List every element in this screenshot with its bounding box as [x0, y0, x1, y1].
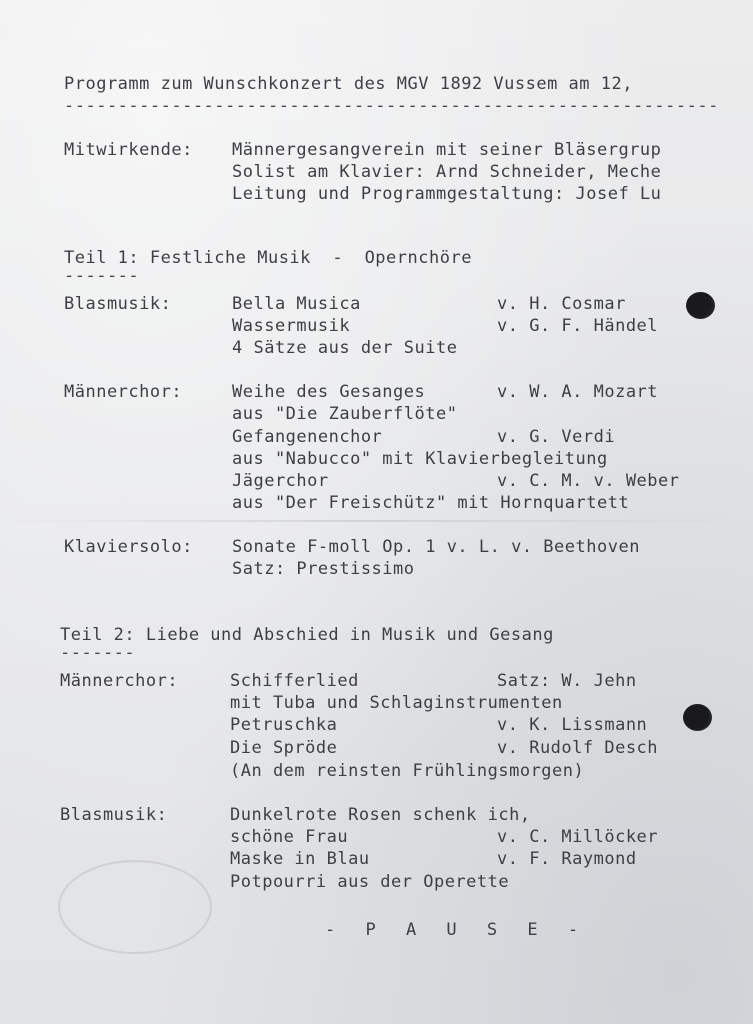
faded-stamp — [58, 860, 212, 954]
teil2-underline: ------- — [60, 647, 136, 659]
composer: Satz: W. Jehn — [497, 671, 637, 691]
teil1-title: Teil 1: Festliche Musik - Opernchöre — [64, 248, 472, 268]
teil1-underline: ------- — [64, 270, 140, 282]
teil1-blasmusik-label: Blasmusik: — [64, 294, 172, 314]
mitwirkende-line: Leitung und Programmgestaltung: Josef Lu — [232, 184, 662, 204]
paper-fold — [0, 520, 753, 522]
composer: v. W. A. Mozart — [497, 382, 659, 402]
mitwirkende-label: Mitwirkende: — [64, 140, 193, 160]
piece-title: Petruschka — [230, 715, 338, 735]
piece-title: aus "Nabucco" mit Klavierbegleitung — [232, 449, 608, 469]
title-rule: ------------------------------------------------------------- — [64, 100, 719, 112]
teil2-blasmusik-label: Blasmusik: — [60, 805, 168, 825]
piece-title: Dunkelrote Rosen schenk ich, — [230, 805, 531, 825]
teil2-maennerchor-label: Männerchor: — [60, 671, 179, 691]
piece-title: (An dem reinsten Frühlingsmorgen) — [230, 761, 585, 781]
composer: v. Rudolf Desch — [497, 738, 659, 758]
piece-title: Jägerchor — [232, 471, 329, 491]
piece-title: aus "Der Freischütz" mit Hornquartett — [232, 493, 630, 513]
mitwirkende-line: Männergesangverein mit seiner Bläsergrup — [232, 140, 662, 160]
composer: v. G. F. Händel — [497, 316, 659, 336]
composer: v. G. Verdi — [497, 427, 616, 447]
composer: v. H. Cosmar — [497, 294, 626, 314]
punch-hole — [683, 704, 712, 731]
composer: v. K. Lissmann — [497, 715, 648, 735]
composer: v. C. Millöcker — [497, 827, 659, 847]
piece-title: Wassermusik — [232, 316, 351, 336]
klaviersolo-label: Klaviersolo: — [64, 537, 193, 557]
piece-title: mit Tuba und Schlaginstrumenten — [230, 693, 563, 713]
piece-title: Satz: Prestissimo — [232, 559, 415, 579]
piece-title: schöne Frau — [230, 827, 349, 847]
piece-title: Schifferlied — [230, 671, 359, 691]
piece-title: Maske in Blau — [230, 849, 370, 869]
piece-title: Gefangenenchor — [232, 427, 383, 447]
piece-title: Sonate F-moll Op. 1 v. L. v. Beethoven — [232, 537, 640, 557]
program-title: Programm zum Wunschkonzert des MGV 1892 Vussem am 12, — [64, 74, 633, 94]
piece-title: aus "Die Zauberflöte" — [232, 404, 458, 424]
piece-title: 4 Sätze aus der Suite — [232, 338, 458, 358]
composer: v. F. Raymond — [497, 849, 637, 869]
piece-title: Die Spröde — [230, 738, 338, 758]
punch-hole — [686, 292, 715, 319]
piece-title: Bella Musica — [232, 294, 361, 314]
piece-title: Potpourri aus der Operette — [230, 872, 510, 892]
mitwirkende-line: Solist am Klavier: Arnd Schneider, Meche — [232, 162, 662, 182]
piece-title: Weihe des Gesanges — [232, 382, 426, 402]
teil1-maennerchor-label: Männerchor: — [64, 382, 183, 402]
composer: v. C. M. v. Weber — [497, 471, 680, 491]
pause-label: - P A U S E - — [325, 920, 589, 940]
teil2-title: Teil 2: Liebe und Abschied in Musik und Gesang — [60, 625, 554, 645]
